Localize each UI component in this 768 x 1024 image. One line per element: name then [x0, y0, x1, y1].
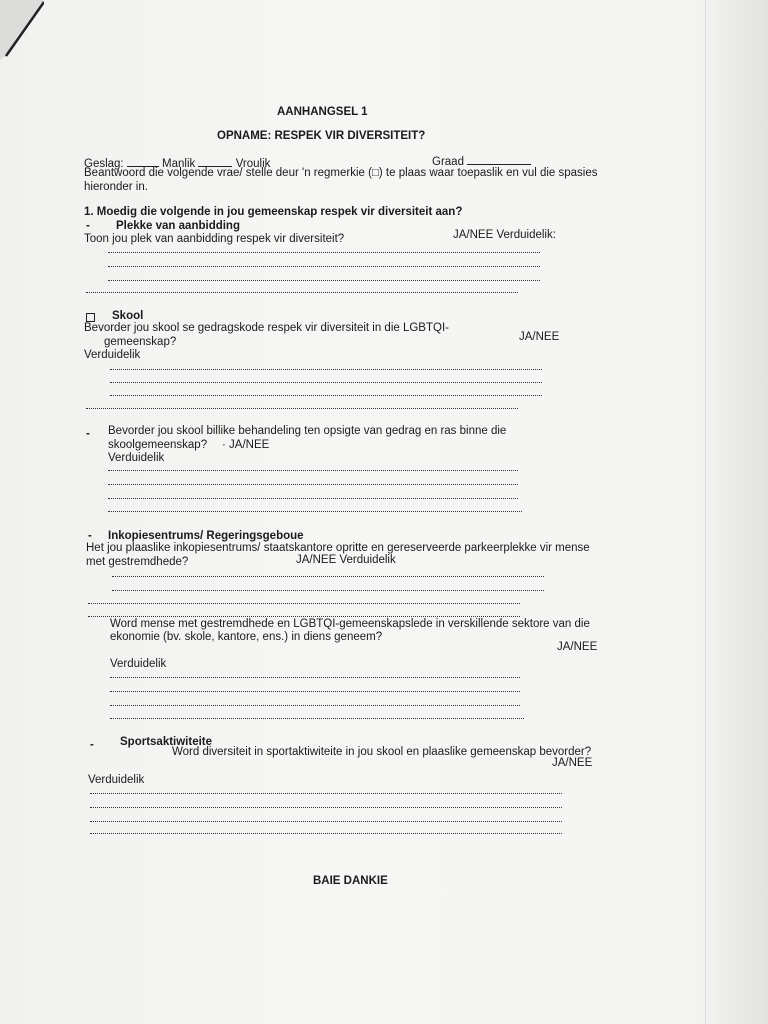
page-subtitle: OPNAME: RESPEK VIR DIVERSITEIT? [217, 130, 426, 142]
answer-line[interactable] [110, 395, 542, 396]
school-question-line-1: Bevorder jou skool se gedragskode respek vir diversiteit in die LGBTQI- [84, 322, 449, 334]
shopping-question-line-1: Het jou plaaslike inkopiesentrums/ staatskantore opritte en gereserveerde parkeerplekke vir mense [86, 542, 590, 554]
answer-line[interactable] [108, 266, 540, 267]
answer-line[interactable] [108, 484, 518, 485]
answer-line[interactable] [88, 603, 520, 604]
folded-corner-mark [0, 0, 44, 60]
answer-line[interactable] [90, 821, 562, 822]
worship-answer: JA/NEE Verduidelik: [453, 229, 556, 241]
answer-line[interactable] [90, 793, 562, 794]
grade-label: Graad [432, 156, 464, 168]
answer-line[interactable] [110, 382, 542, 383]
shopping-heading: Inkopiesentrums/ Regeringsgeboue [108, 530, 304, 542]
male-blank[interactable] [127, 156, 159, 167]
female-blank[interactable] [198, 156, 232, 167]
scan-edge-shade [706, 0, 768, 1024]
answer-line[interactable] [112, 590, 544, 591]
instructions-line-2: hieronder in. [84, 181, 148, 193]
female-label: Vroulik [235, 158, 271, 170]
shopping-bullet: - [88, 530, 92, 542]
sport-answer: JA/NEE [552, 757, 593, 769]
male-label: Manlik [162, 158, 196, 170]
answer-line[interactable] [110, 718, 524, 719]
answer-line[interactable] [108, 252, 540, 253]
answer-line[interactable] [110, 677, 520, 678]
answer-line[interactable] [90, 807, 562, 808]
answer-line[interactable] [110, 369, 542, 370]
worship-question: Toon jou plek van aanbidding respek vir diversiteit? [84, 233, 345, 245]
worship-bullet: - [86, 220, 90, 232]
employment-explain-label: Verduidelik [110, 658, 167, 670]
answer-line[interactable] [110, 705, 520, 706]
sport-question: Word diversiteit in sportaktiwiteite in jou skool en plaaslike gemeenskap bevorder? [172, 746, 592, 758]
worship-heading: Plekke van aanbidding [116, 220, 240, 232]
employment-question-line-1: Word mense met gestremdhede en LGBTQI-gemeenskapslede in verskillende sektore van die [110, 618, 590, 630]
grade-blank[interactable] [467, 154, 531, 165]
sport-explain-label: Verduidelik [88, 774, 145, 786]
page-title: AANHANGSEL 1 [277, 106, 368, 118]
shopping-question-line-2: met gestremdhede? [86, 556, 189, 568]
fair-treatment-bullet: - [86, 428, 90, 440]
question-1: 1. Moedig die volgende in jou gemeenskap respek vir diversiteit aan? [84, 206, 463, 218]
employment-question-line-2: ekonomie (bv. skole, kantore, ens.) in diens geneem? [110, 631, 383, 643]
sport-heading: Sportsaktiwiteite [120, 736, 213, 748]
answer-line[interactable] [108, 280, 540, 281]
answer-line[interactable] [86, 408, 518, 409]
answer-line[interactable] [108, 470, 518, 471]
answer-line[interactable] [112, 576, 544, 577]
answer-line[interactable] [90, 833, 562, 834]
fair-treatment-question-line-1: Bevorder jou skool billike behandeling ten opsigte van gedrag en ras binne die [108, 425, 507, 437]
answer-line[interactable] [108, 511, 522, 512]
sport-bullet: - [90, 739, 94, 751]
school-heading: Skool [112, 310, 144, 322]
fair-treatment-answer: · JA/NEE [222, 439, 270, 451]
fair-treatment-explain-label: Verduidelik [108, 452, 165, 464]
closing-text: BAIE DANKIE [313, 875, 388, 887]
answer-line[interactable] [86, 292, 518, 293]
school-explain-label: Verduidelik [84, 349, 141, 361]
gender-label: Geslag: [84, 158, 124, 170]
answer-line[interactable] [110, 691, 520, 692]
instructions-line-1: Beantwoord die volgende vrae/ stelle deur 'n regmerkie (□) te plaas waar toepaslik en vul die spasies [84, 167, 598, 179]
employment-answer: JA/NEE [557, 641, 598, 653]
fair-treatment-question-line-2: skoolgemeenskap? [108, 439, 208, 451]
answer-line[interactable] [108, 498, 518, 499]
answer-line[interactable] [88, 616, 520, 617]
school-question-line-2: gemeenskap? [104, 336, 177, 348]
school-answer: JA/NEE [519, 331, 560, 343]
shopping-answer: JA/NEE Verduidelik [296, 554, 396, 566]
